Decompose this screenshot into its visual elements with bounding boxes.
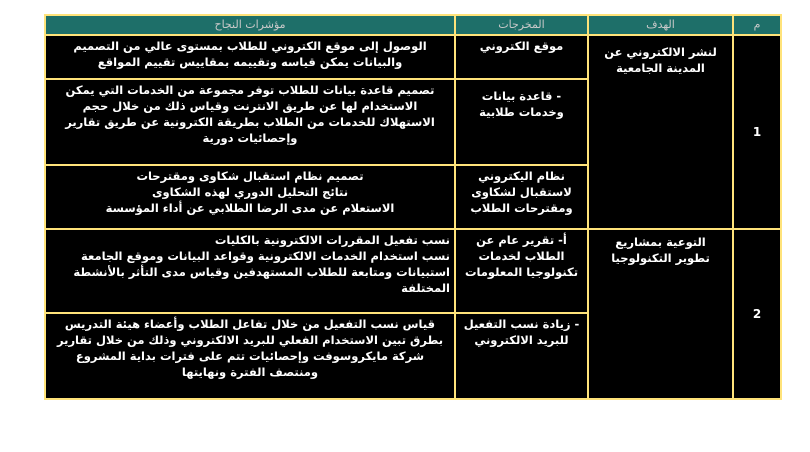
output-cell: [455, 229, 588, 313]
indicator-line: قياس نسب التفعيل من خلال تفاعل الطلاب وأعضاء هيئة التدريس: [64, 317, 436, 331]
goal-line: المدينة الجامعية: [616, 61, 705, 75]
indicator-cell: [45, 35, 455, 79]
indicator-line: المختلفة: [401, 281, 450, 295]
goal-cell: [588, 35, 733, 229]
indicator-line: الوصول إلى موقع الكتروني للطلاب بمستوى عالي من التصميم: [73, 39, 427, 53]
output-cell: [455, 35, 588, 79]
indicator-cell: [45, 229, 455, 313]
goal-cell: [588, 229, 733, 399]
output-line: موقع الكتروني: [479, 39, 564, 53]
indicator-line: وإحصائيات دورية: [202, 131, 298, 145]
output-line: للبريد الالكتروني: [474, 333, 569, 347]
output-line: أ- تقرير عام عن: [476, 233, 567, 247]
goal-line: التوعية بمشاريع: [615, 235, 706, 249]
goal-line: تطوير التكنولوجيا: [611, 251, 710, 265]
indicator-line: نتائج التحليل الدوري لهذه الشكاوى: [151, 185, 349, 199]
header-row: [45, 15, 781, 35]
header-indicators: مؤشرات النجاح: [45, 15, 455, 35]
output-line: لاستقبال لشكاوى: [471, 185, 572, 199]
indicator-line: الاستهلاك للخدمات من الطلاب بطريقة الكترونية عن طريق تقارير: [65, 115, 435, 129]
output-line: تكنولوجيا المعلومات: [464, 265, 579, 279]
indicator-cell: [45, 79, 455, 165]
header-outputs: المخرجات: [455, 15, 588, 35]
indicator-line: ومنتصف الفترة ونهايتها: [181, 365, 319, 379]
indicator-line: تصميم قاعدة بيانات للطلاب توفر مجموعة من الخدمات التي يمكن: [65, 83, 435, 97]
indicator-line: تصميم نظام استقبال شكاوى ومقترحات: [136, 169, 364, 183]
goal-number: 1: [733, 35, 781, 229]
output-line: - قاعدة بيانات: [481, 89, 562, 103]
goal-line: لنشر الالكتروني عن: [604, 45, 717, 59]
indicator-cell: [45, 313, 455, 399]
output-line: نظام اليكتروني: [478, 169, 565, 183]
header-goal: الهدف: [588, 15, 733, 35]
output-line: وخدمات طلابية: [479, 105, 564, 119]
output-line: الطلاب لخدمات: [478, 249, 565, 263]
indicator-line: الاستخدام لها عن طريق الانترنت وقياس ذلك من خلال حجم: [82, 99, 418, 113]
table-row: [45, 35, 781, 79]
indicator-cell: [45, 165, 455, 229]
indicator-line: والبيانات يمكن قياسه وتقييمه بمقاييس تقييم المواقع: [97, 55, 403, 69]
indicator-line: نسب تفعيل المقررات الالكترونية بالكليات: [214, 233, 450, 247]
indicator-line: الاستعلام عن مدى الرضا الطلابي عن أداء المؤسسة: [105, 201, 395, 215]
output-cell: [455, 165, 588, 229]
output-line: - زيادة نسب التفعيل: [463, 317, 580, 331]
success-indicators-table: [44, 14, 782, 400]
indicator-line: استبيانات ومتابعة للطلاب المستهدفين وقياس مدى التأثر بالأنشطة: [73, 265, 450, 279]
output-line: ومقترحات الطلاب: [470, 201, 573, 215]
output-cell: [455, 313, 588, 399]
indicator-line: بطرق تبين الاستخدام الفعلي للبريد الالكتروني وذلك من خلال تقارير: [56, 333, 444, 347]
header-number: م: [733, 15, 781, 35]
indicator-line: نسب استخدام الخدمات الالكترونية وقواعد البيانات وموقع الجامعة: [81, 249, 450, 263]
output-cell: [455, 79, 588, 165]
goal-number: 2: [733, 229, 781, 399]
table-row: [45, 229, 781, 313]
indicator-line: شركة مايكروسوفت وإحصائيات تتم على فترات بداية المشروع: [75, 349, 425, 363]
